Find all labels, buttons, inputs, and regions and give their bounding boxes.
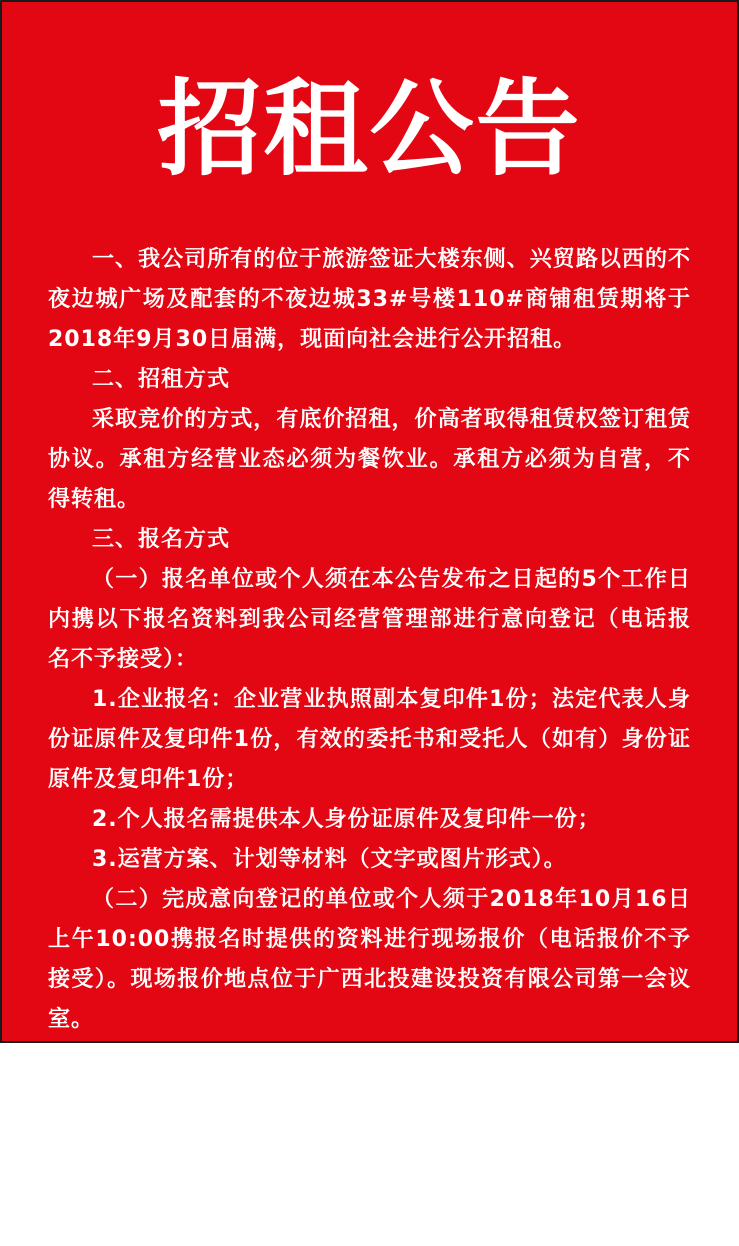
paragraph-intro: 一、我公司所有的位于旅游签证大楼东侧、兴贸路以西的不夜边城广场及配套的不夜边城33#号楼110#商铺租赁期将于2018年9月30日届满，现面向社会进行公开招租。 <box>48 247 691 352</box>
paragraph-final-rights: 四、本公告由广西北投建设投资有限公司负责制定、修改，最终解释权属于广西北投建设投资有限公司。 <box>48 1047 691 1112</box>
list-item-individual: 2.个人报名需提供本人身份证原件及复印件一份； <box>92 807 601 832</box>
heading-registration: 三、报名方式 <box>92 527 231 552</box>
signature-company: 广西北投建设投资有限公司 <box>415 1182 703 1208</box>
paragraph-registration-2: （二）完成意向登记的单位或个人须于2018年10月16日上午10:00携报名时提供的资料进行现场报价（电话报价不予接受）。现场报价地点位于广西北投建设投资有限公司第一会议室。 <box>48 887 691 1032</box>
contact-phone: 联系电话：0770-6291633 <box>279 1127 584 1152</box>
list-item-company: 1.企业报名：企业营业执照副本复印件1份；法定代表人身份证原件及复印件1份，有效的委托书和受托人（如有）身份证原件及复印件1份； <box>48 687 691 792</box>
heading-rental-method: 二、招租方式 <box>92 367 231 392</box>
announcement-body <box>2 240 737 1160</box>
list-item-plan: 3.运营方案、计划等材料（文字或图片形式）。 <box>92 847 567 872</box>
paragraph-rental-method: 采取竞价的方式，有底价招租，价高者取得租赁权签订租赁协议。承租方经营业态必须为餐饮业。承租方必须为自营，不得转租。 <box>48 407 691 512</box>
contact-person: 联系人：李先生 <box>92 1127 254 1152</box>
signature-date: 2018年9月30日 <box>463 1216 655 1242</box>
paragraph-registration-1: （一）报名单位或个人须在本公告发布之日起的5个工作日内携以下报名资料到我公司经营管理部进行意向登记（电话报名不予接受）： <box>48 567 691 672</box>
signature-block <box>415 1178 703 1246</box>
contact-line <box>48 1120 691 1160</box>
poster-title: 招租公告 <box>157 67 582 190</box>
